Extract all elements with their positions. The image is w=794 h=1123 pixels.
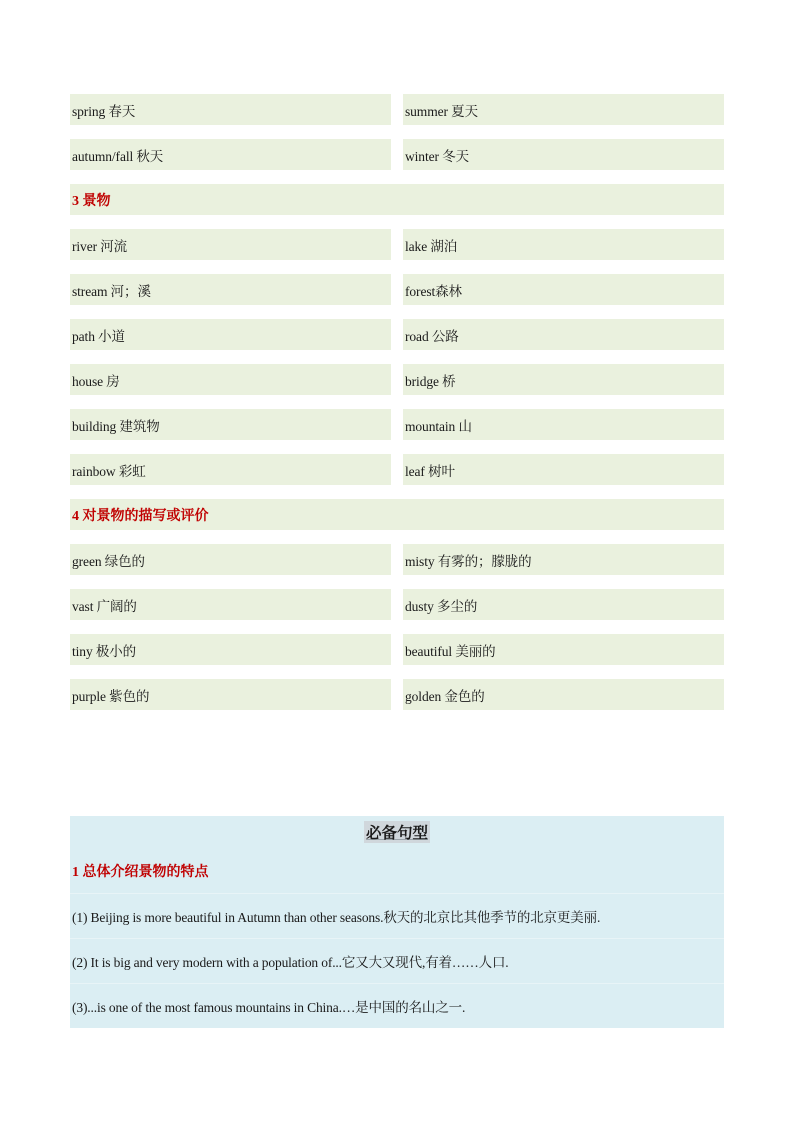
- vocab-cell-left: stream 河；溪: [70, 274, 391, 305]
- vocab-cell-left: green 绿色的: [70, 544, 391, 575]
- vocab-cell-left: building 建筑物: [70, 409, 391, 440]
- vocab-cell-left: vast 广阔的: [70, 589, 391, 620]
- vocab-row: [70, 364, 724, 395]
- section-heading-description: 4 对景物的描写或评价: [70, 499, 724, 530]
- vocab-row: [70, 139, 724, 170]
- vocab-cell-right: misty 有雾的；朦胧的: [403, 544, 724, 575]
- vocab-cell-right: summer 夏天: [403, 94, 724, 125]
- vocab-row: [70, 634, 724, 665]
- vocab-row: [70, 544, 724, 575]
- vocab-cell-right: lake 湖泊: [403, 229, 724, 260]
- section-heading-scenery: 3 景物: [70, 184, 724, 215]
- sentence-subheading: 1 总体介绍景物的特点: [72, 864, 209, 880]
- vocab-cell-left: rainbow 彩虹: [70, 454, 391, 485]
- vocab-cell-right: road 公路: [403, 319, 724, 350]
- vocab-row: [70, 319, 724, 350]
- vocab-row: [70, 274, 724, 305]
- vocab-cell-left: path 小道: [70, 319, 391, 350]
- vocab-cell-left: river 河流: [70, 229, 391, 260]
- sentence-line: (1) Beijing is more beautiful in Autumn than other seasons.秋天的北京比其他季节的北京更美丽.: [70, 893, 724, 938]
- sentence-patterns-title: [70, 816, 724, 848]
- vocab-row: [70, 94, 724, 125]
- vocab-cell-left: autumn/fall 秋天: [70, 139, 391, 170]
- sentence-patterns-title-text: 必备句型: [364, 821, 430, 843]
- vocab-cell-right: mountain 山: [403, 409, 724, 440]
- vocabulary-table: [70, 94, 724, 724]
- vocab-row: [70, 229, 724, 260]
- vocab-row: [70, 409, 724, 440]
- vocab-cell-right: golden 金色的: [403, 679, 724, 710]
- vocab-row: [70, 679, 724, 710]
- sentence-line: (2) It is big and very modern with a population of...它又大又现代,有着……人口.: [70, 938, 724, 983]
- vocab-cell-right: beautiful 美丽的: [403, 634, 724, 665]
- vocab-cell-right: bridge 桥: [403, 364, 724, 395]
- vocab-row: [70, 589, 724, 620]
- vocab-cell-right: dusty 多尘的: [403, 589, 724, 620]
- vocab-cell-left: house 房: [70, 364, 391, 395]
- vocab-cell-left: purple 紫色的: [70, 679, 391, 710]
- vocab-cell-right: winter 冬天: [403, 139, 724, 170]
- sentence-line: (3)...is one of the most famous mountains in China.…是中国的名山之一.: [70, 983, 724, 1028]
- sentence-patterns-box: [70, 816, 724, 1028]
- vocab-cell-left: tiny 极小的: [70, 634, 391, 665]
- vocab-cell-right: forest森林: [403, 274, 724, 305]
- vocab-cell-right: leaf 树叶: [403, 454, 724, 485]
- vocab-row: [70, 454, 724, 485]
- vocab-cell-left: spring 春天: [70, 94, 391, 125]
